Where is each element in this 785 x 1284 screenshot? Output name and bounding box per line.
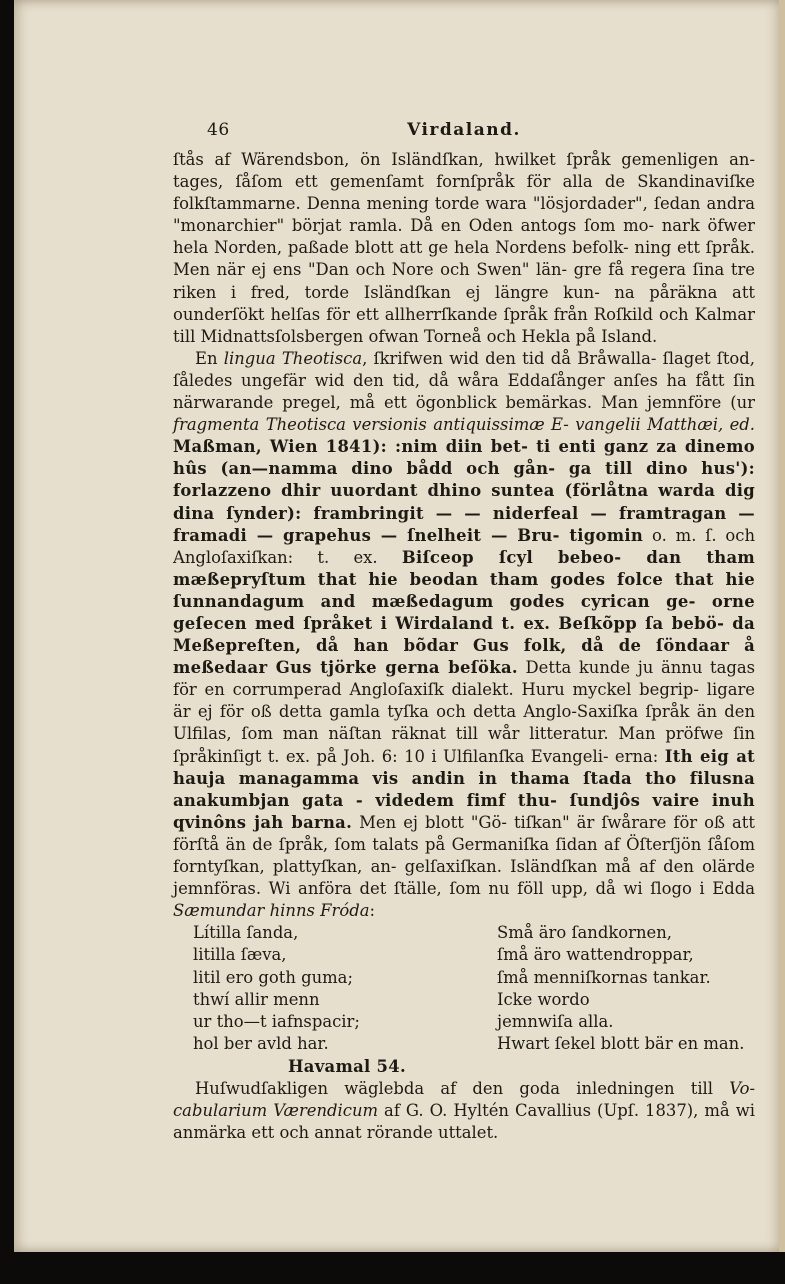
book-page [14,0,785,1252]
edda-title: Sæmundar hinns Fróda [173,901,370,921]
edda-verse [173,922,755,1077]
page-content [173,119,755,1144]
page-header-title: Virdaland. [407,120,521,140]
verse-line-left: hol ber avld har. [193,1034,329,1054]
verse-line-right: Icke wordo [497,989,590,1009]
page-number: 46 [207,120,230,140]
verse-line-left: Lítilla ſanda, [193,923,299,943]
text-run: : [369,901,376,921]
text-run: Men ej blott "Gö- tiſkan" är ſwårare för oß att förſtå än de ſpråk, ſom talats på Germaniſka ſidan af Öſterſjön ſåſom forntyſkan, plattyſkan, an- gelſaxiſkan. Isländſkan må af den olärde jemnföras. Wi anföra det ſtälle, ſom nu föll upp, då wi ſlogo i Edda [173,812,755,899]
citation-title: fragmenta Theotisca versionis antiquissimæ E- vangelii Matthæi, ed. [173,415,755,435]
verse-source: Havamal 54. [288,1056,406,1076]
latin-term: lingua Theotisca [223,348,363,368]
gothic-quote: Ith eig at hauja managamma vis andin in thama ſtada tho filusna anakumbjan gata - videdem fimf thu- ſundjôs vaire inuh qvinôns jah barna. [173,746,756,832]
verse-line-right: jemnwiſa alla. [497,1012,614,1032]
text-run: af G. O. Hyltén Cavallius (Upſ. 1837), må wi anmärka ett och annat rörande uttalet. [173,1100,755,1142]
verse-line-left: ur tho—t iafnspacir; [193,1012,360,1032]
paragraph-2 [173,348,755,922]
text-run: En [195,348,224,368]
paragraph-1: ſtås af Wärendsbon, ön Isländſkan, hwilket ſpråk gemenligen an- tages, ſåſom ett gemenſamt fornſpråk för alla de Skandinaviſke folkſtammarne. Denna mening torde wara "lösjordader", ſedan andra "monarchier" börjat ramla. Då en Oden antogs ſom mo- nark öfwer hela Norden, paßade blott att ge hela Nordens befolk- ning ett ſpråk. Men när ej ens "Dan och Nore och Swen" län- gre få regera ſina tre riken i fred, torde Isländſkan ej längre kun- na påräkna att ounderſökt helſas för ett allherrſkande ſpråk från Roſkild och Kalmar till Midnattsſolsbergen ofwan Torneå och Hekla på Island. [173,150,755,346]
verse-line-left: litil ero goth guma; [193,967,353,987]
verse-line-right: ſmå menniſkornas tankar. [497,967,711,987]
verse-spacer [497,1056,775,1078]
running-head [173,119,755,149]
text-run: o. m. ſ. och Angloſaxiſkan: t. ex. [173,525,756,567]
old-german-quote: :nim diin bet- ti enti ganz za dinemo hûs (an—namma dino bådd och gån- ga till dino hus'): forlazzeno dhir uuordant dhino suntea (förlåtna warda dig dina ſynder): frambringit — — niderfeal — framtragan — framadi — grapehus — ſnelheit — Bru- tigomin [173,437,755,545]
verse-line-left: thwí allir menn [193,989,320,1009]
verse-line-right: Hwart ſekel blott bär en man. [497,1034,745,1054]
text-run: , ſkrifwen wid den tid då Bråwalla- ſlaget ſtod, ſåledes ungefär wid den tid, då wåra Eddaſånger anſes ha fått ſin närwarande pregel, må ett ögonblick bemärkas. Man jemnföre (ur [173,348,755,413]
anglo-saxon-quote: Biſceop ſcyl bebeo- dan tham mæßepryſtum that hie beodan tham godes folce that hie ſunnandagum and mæßedagum godes cyrican ge- orne geſecen med ſpråket i Wirdaland t. ex. Beſkõpp ſa bebö- da Meßepreſten, då han bõdar Gus folk, då de ſöndaar å meßedaar Gus tjörke gerna beſöka. [173,547,756,678]
citation-editor: Maßman, Wien 1841): [173,437,395,457]
work-title: Vo- cabularium Værendicum [173,1078,755,1120]
paragraph-3 [173,1078,755,1144]
verse-line-right: Små äro ſandkornen, [497,923,672,943]
text-run: Huſwudſakligen wäglebda af den goda inledningen till [195,1078,730,1098]
verse-line-right: ſmå äro wattendroppar, [497,945,694,965]
verse-line-left: litilla ſæva, [193,945,287,965]
text-run: Detta kunde ju ännu tagas för en corrumperad Angloſaxiſk dialekt. Huru myckel begrip- ligare är ej för oß detta gamla tyſka och detta Anglo-Saxiſka ſpråk än den Ulfilas, ſom man näſtan räknat till wår litteratur. Man pröfwe ſin ſpråkinſigt t. ex. på Joh. 6: 10 i Ulfilanſka Evangeli- erna: [173,658,756,766]
